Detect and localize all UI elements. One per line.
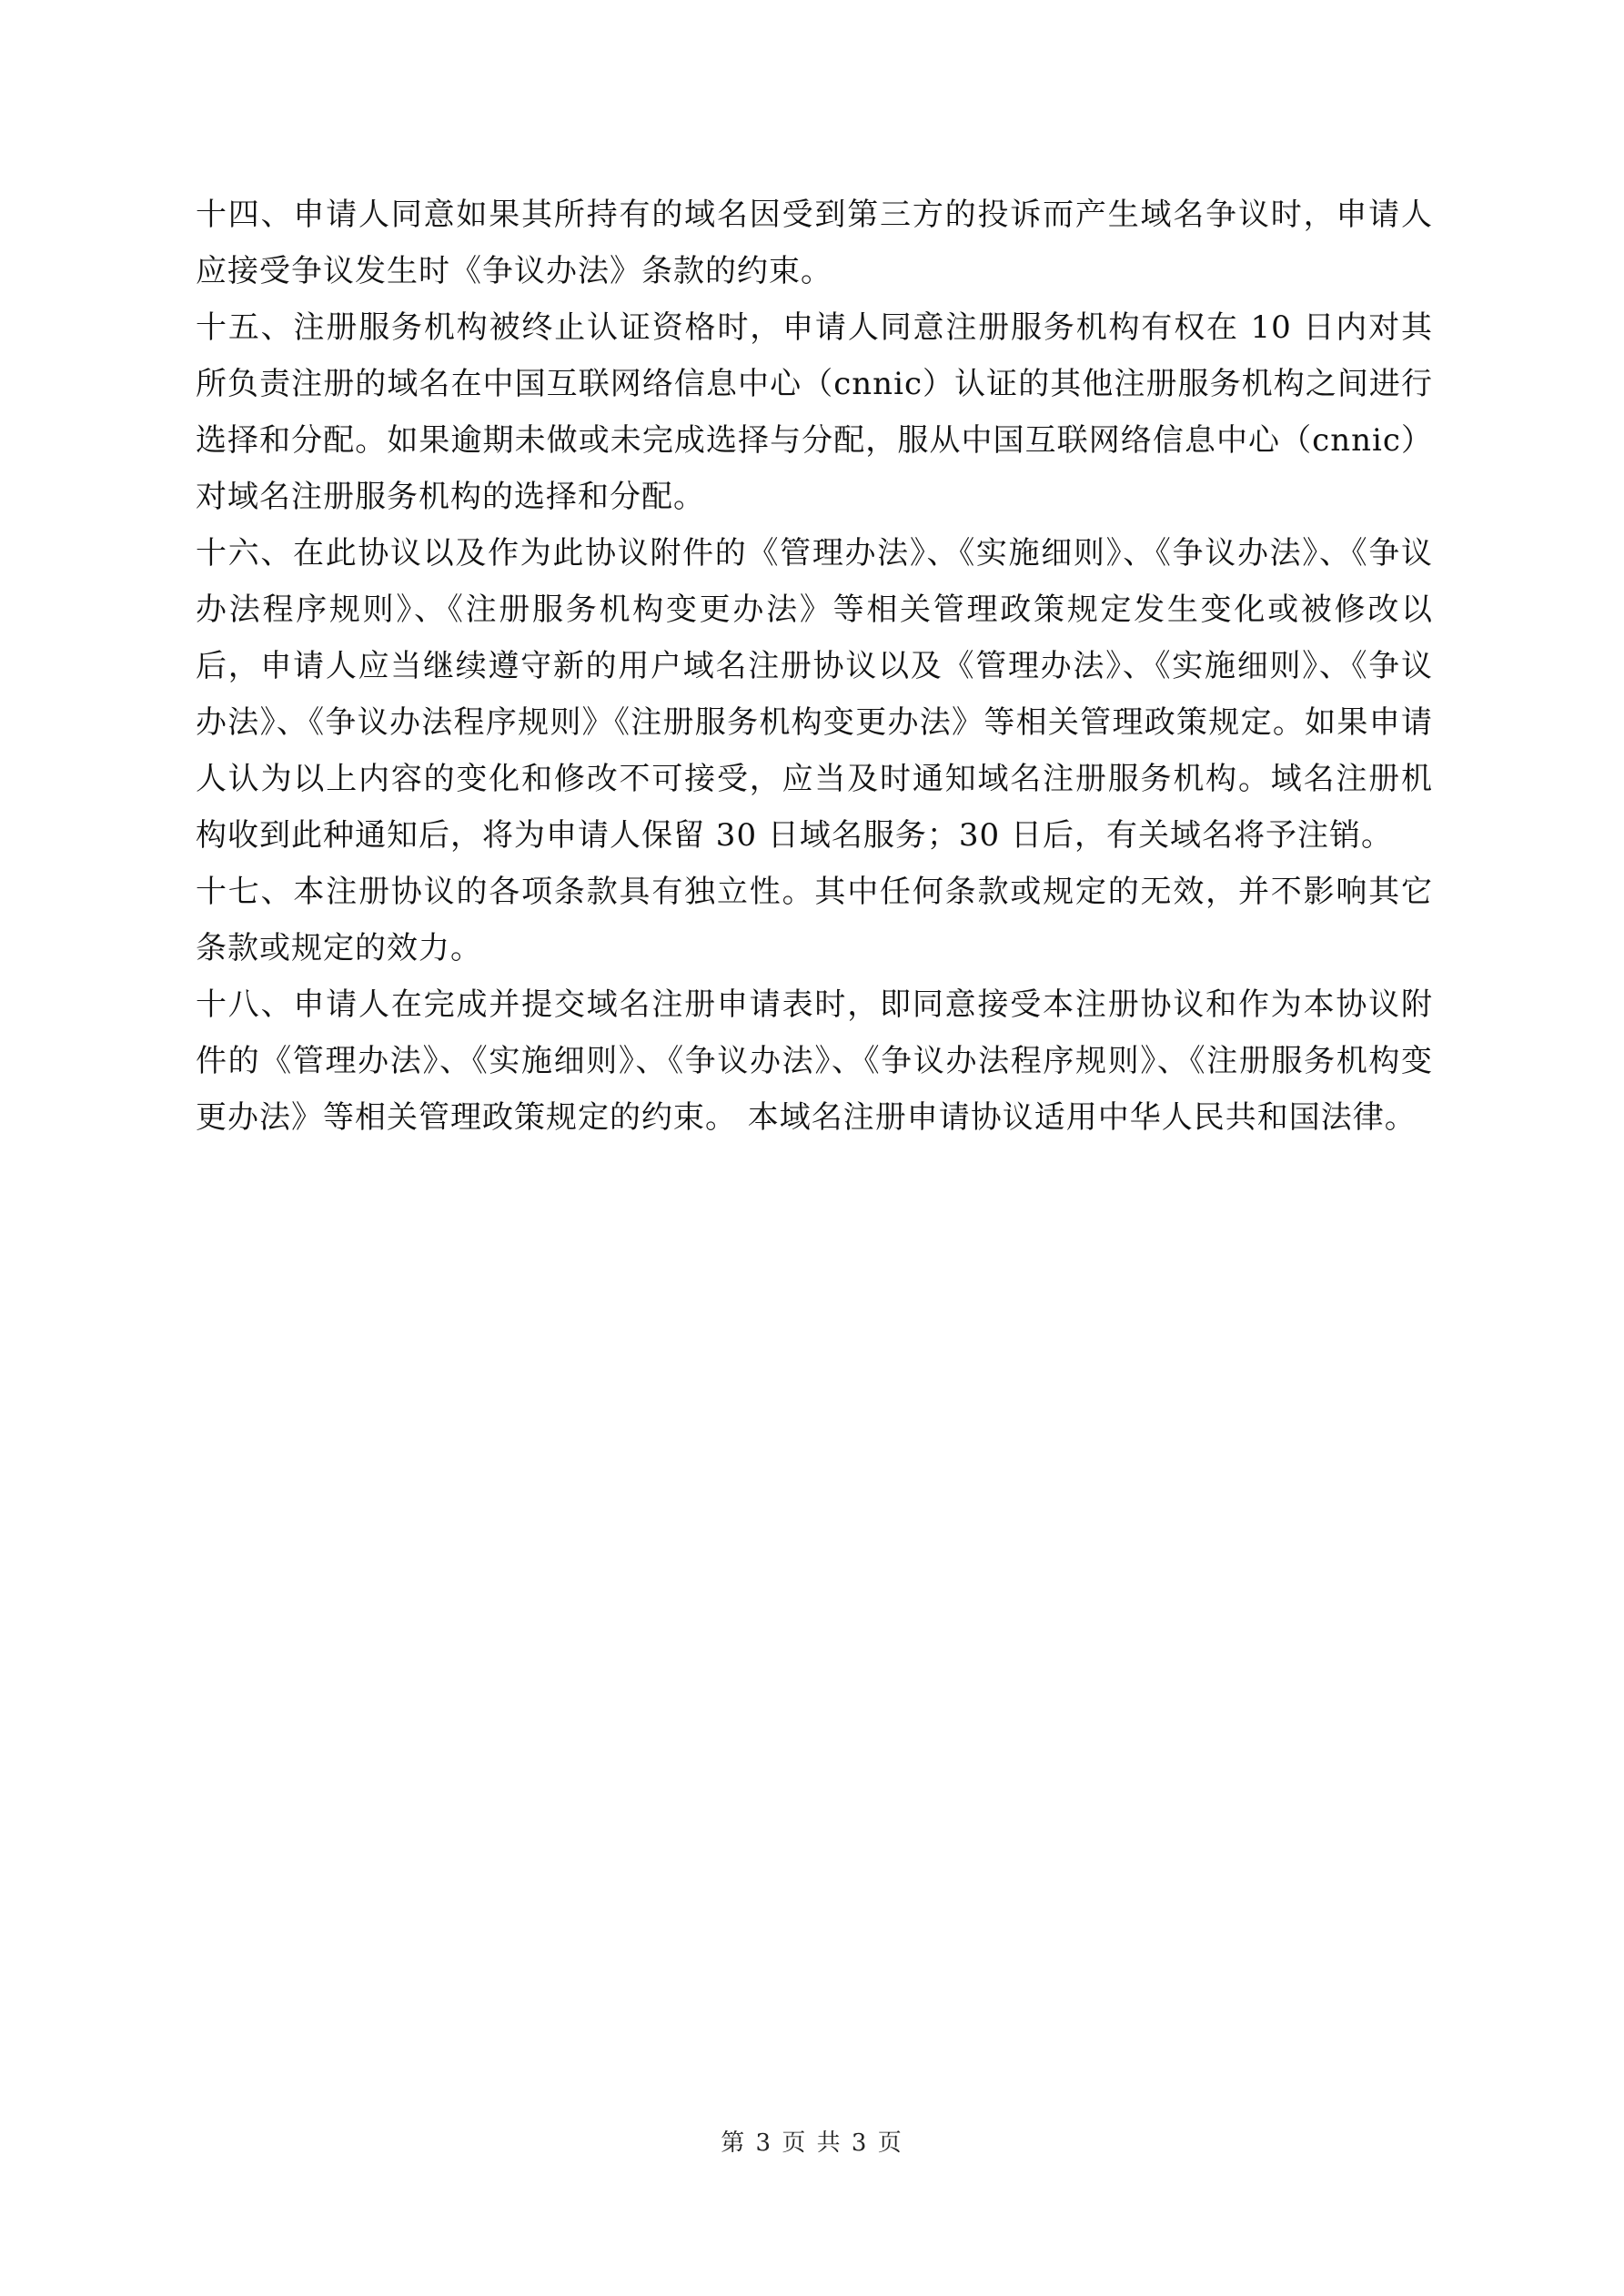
document-body [196,187,1433,1146]
clause-18-paragraph: 十八、申请人在完成并提交域名注册申请表时，即同意接受本注册协议和作为本协议附件的《管理办法》、《实施细则》、《争议办法》、《争议办法程序规则》、《注册服务机构变更办法》等相关管理政策规定的约束。 本域名注册申请协议适用中华人民共和国法律。 [196,986,1433,1136]
clause-16-paragraph: 十六、在此协议以及作为此协议附件的《管理办法》、《实施细则》、《争议办法》、《争议办法程序规则》、《注册服务机构变更办法》等相关管理政策规定发生变化或被修改以后，申请人应当继续遵守新的用户域名注册协议以及《管理办法》、《实施细则》、《争议办法》、《争议办法程序规则》《注册服务机构变更办法》等相关管理政策规定。如果申请人认为以上内容的变化和修改不可接受，应当及时通知域名注册服务机构。域名注册机构收到此种通知后，将为申请人保留 30 日域名服务；30 日后，有关域名将予注销。 [196,535,1433,854]
clause-17-paragraph: 十七、本注册协议的各项条款具有独立性。其中任何条款或规定的无效，并不影响其它条款或规定的效力。 [196,874,1433,966]
clause-15-paragraph: 十五、注册服务机构被终止认证资格时，申请人同意注册服务机构有权在 10 日内对其所负责注册的域名在中国互联网络信息中心（cnnic）认证的其他注册服务机构之间进行选择和分配。如果逾期未做或未完成选择与分配，服从中国互联网络信息中心（cnnic）对域名注册服务机构的选择和分配。 [196,309,1433,515]
clause-14-paragraph: 十四、申请人同意如果其所持有的域名因受到第三方的投诉而产生域名争议时，申请人应接受争议发生时《争议办法》条款的约束。 [196,197,1433,289]
page-number-footer: 第 3 页 共 3 页 [721,2129,903,2157]
